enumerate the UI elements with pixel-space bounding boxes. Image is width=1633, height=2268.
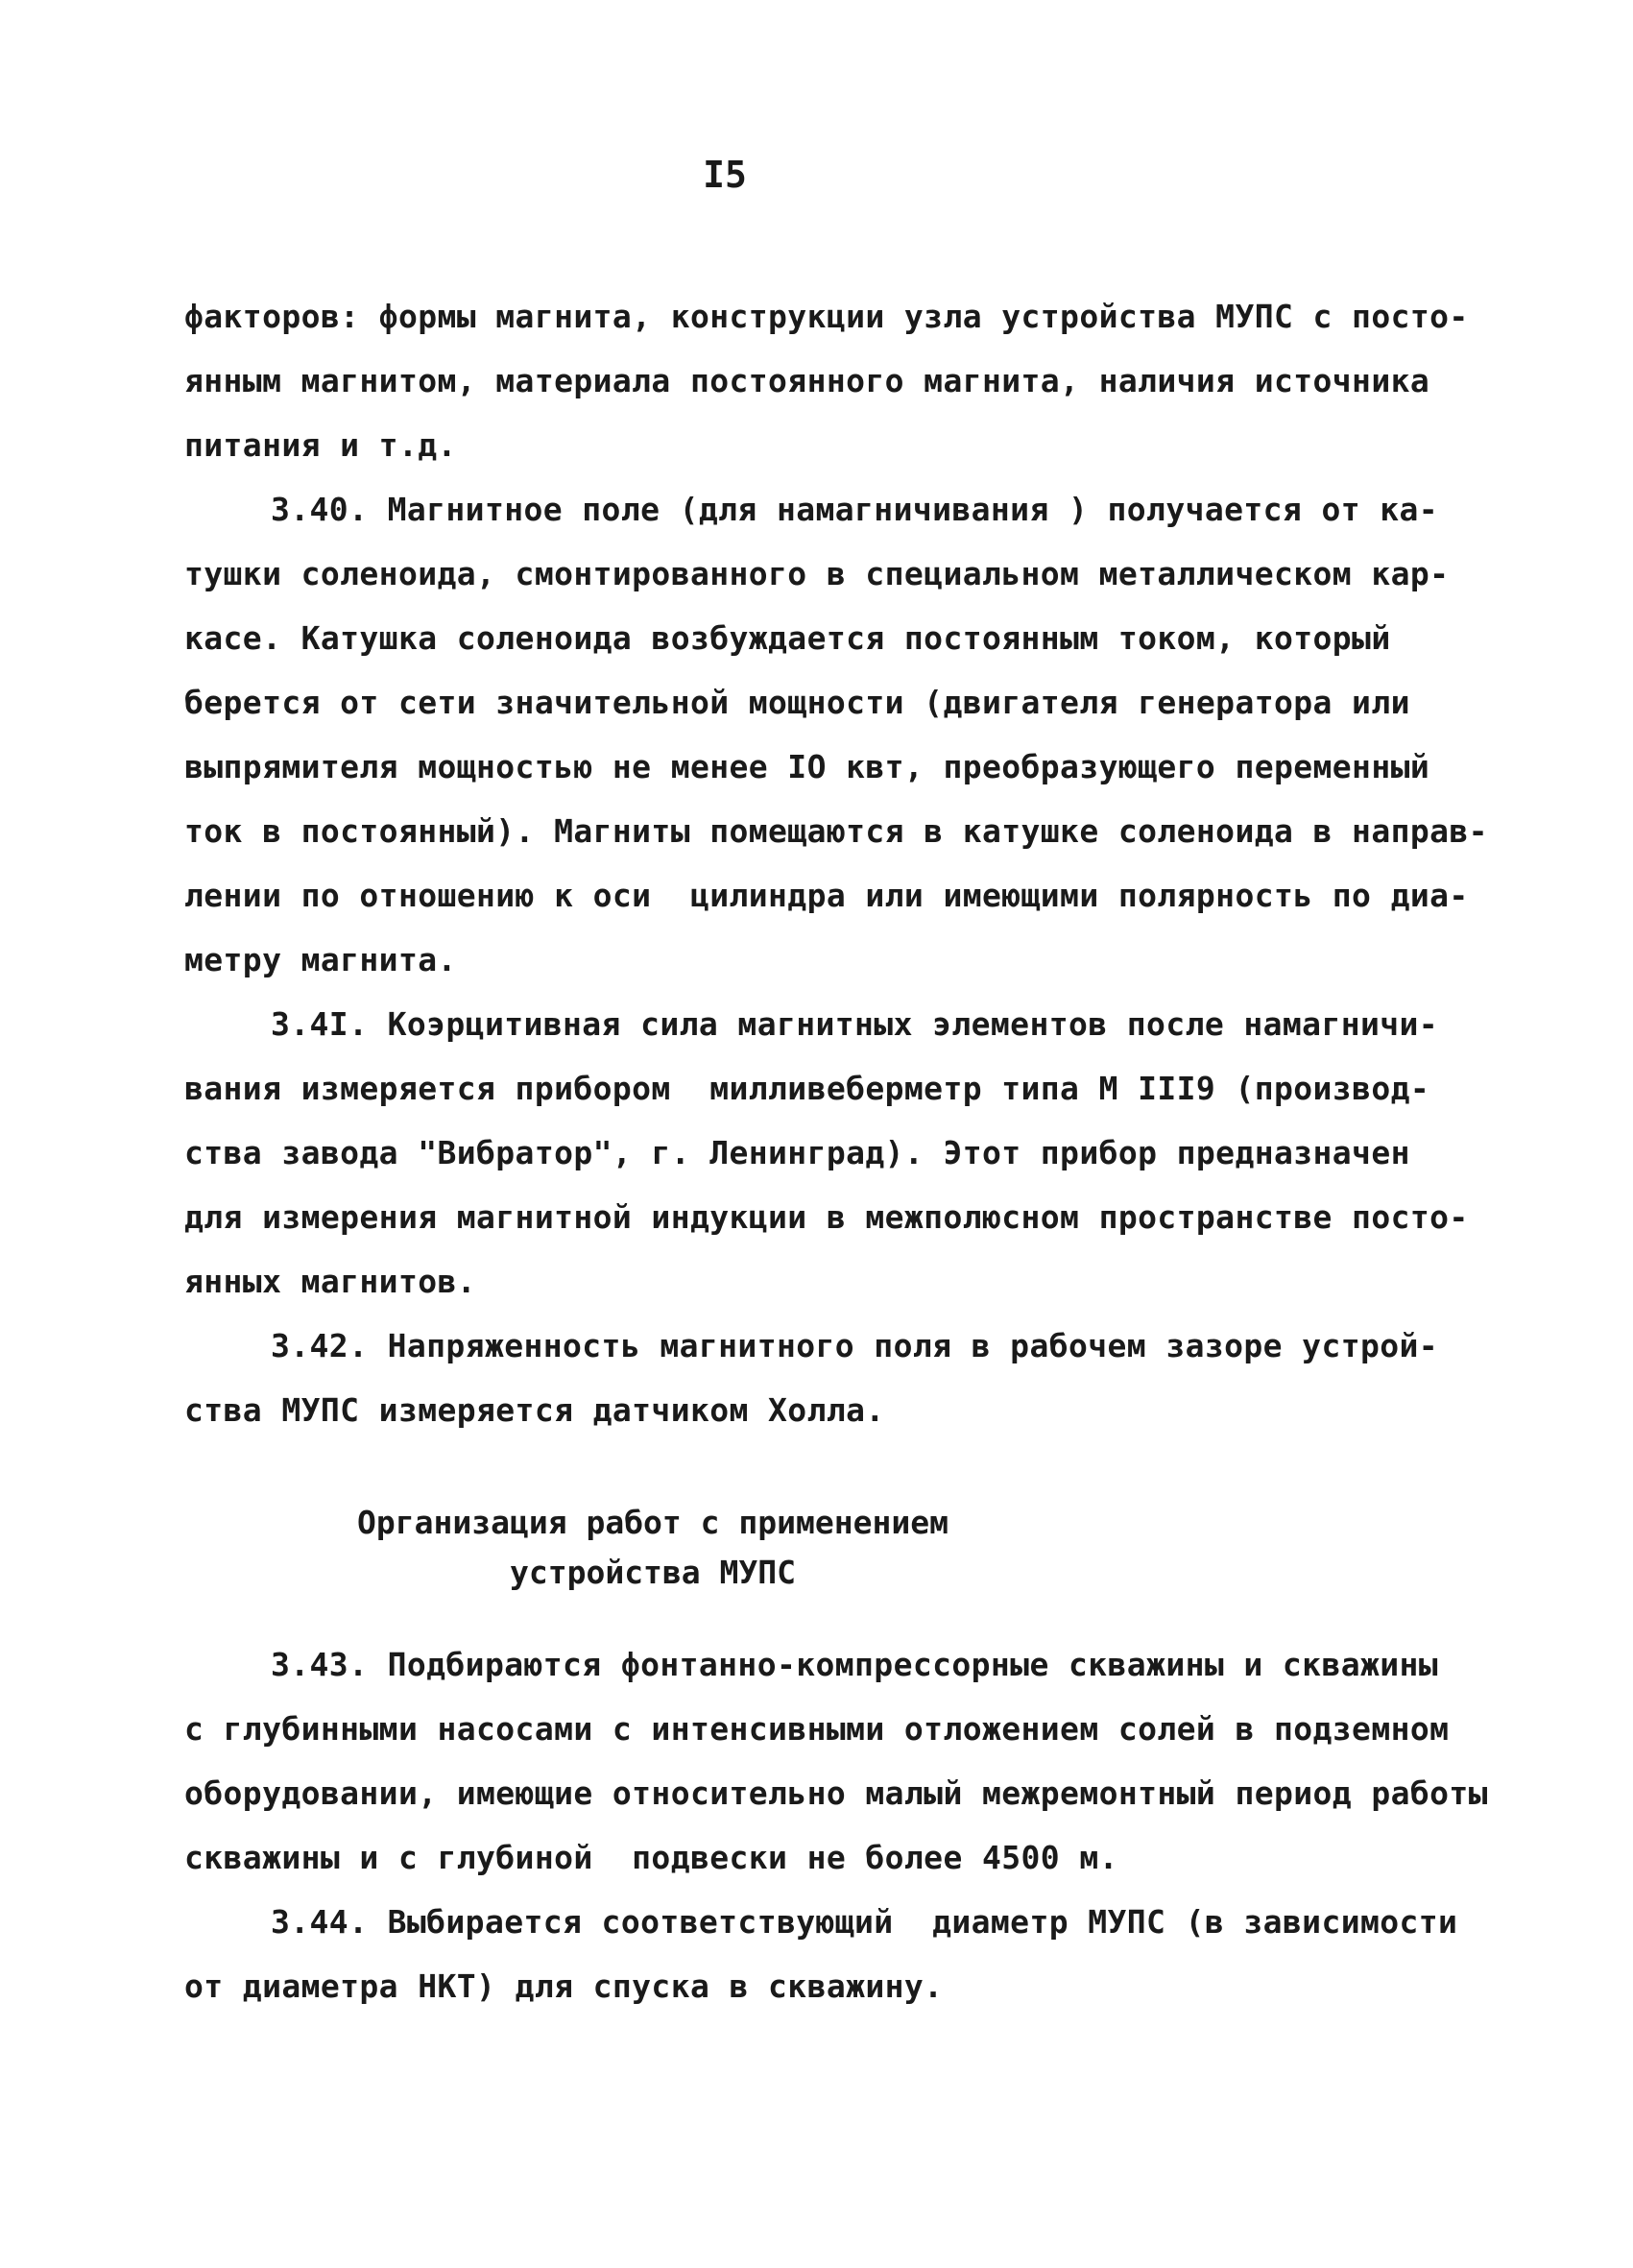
text-line: 3.4I. Коэрцитивная сила магнитных элементов после намагничи-: [271, 1005, 1439, 1043]
text-line: вания измеряется прибором милливеберметр типа М III9 (производ-: [184, 1070, 1430, 1107]
text-line: тушки соленоида, смонтированного в специальном металлическом кар-: [184, 555, 1450, 592]
text-line: для измерения магнитной индукции в межполюсном пространстве посто-: [184, 1198, 1469, 1236]
text-line: янным магнитом, материала постоянного магнита, наличия источника: [184, 362, 1430, 399]
text-line: с глубинными насосами с интенсивными отложением солей в подземном: [184, 1710, 1450, 1748]
text-line: касе. Катушка соленоида возбуждается постоянным током, который: [184, 619, 1391, 657]
text-line: скважины и с глубиной подвески не более 4500 м.: [184, 1839, 1118, 1876]
section-heading-line: устройства МУПС: [509, 1554, 796, 1591]
text-line: 3.42. Напряженность магнитного поля в рабочем зазоре устрой-: [271, 1327, 1439, 1364]
document-body-bottom: [184, 1632, 1490, 2018]
text-line: от диаметра НКТ) для спуска в скважину.: [184, 1967, 944, 2005]
page-number: I5: [703, 154, 747, 196]
paragraph-3-40: [184, 477, 1490, 992]
text-line: питания и т.д.: [184, 426, 457, 464]
paragraph-3-43: [184, 1632, 1490, 1890]
paragraph-3-44: [184, 1890, 1490, 2018]
continued-paragraph: [184, 284, 1490, 477]
text-line: оборудовании, имеющие относительно малый межремонтный период работы: [184, 1774, 1488, 1812]
text-line: факторов: формы магнита, конструкции узла устройства МУПС с посто-: [184, 298, 1469, 335]
text-line: ства МУПС измеряется датчиком Холла.: [184, 1391, 885, 1429]
text-line: 3.40. Магнитное поле (для намагничивания ) получается от ка-: [271, 491, 1439, 528]
text-line: ства завода "Вибратор", г. Ленинград). Этот прибор предназначен: [184, 1134, 1410, 1171]
paragraph-3-41: [184, 992, 1490, 1314]
text-line: янных магнитов.: [184, 1263, 477, 1300]
document-body-top: [184, 284, 1490, 1442]
paragraph-3-42: [184, 1314, 1490, 1442]
text-line: берется от сети значительной мощности (двигателя генератора или: [184, 684, 1410, 721]
section-heading-line: Организация работ с применением: [357, 1504, 949, 1541]
text-line: выпрямителя мощностью не менее IO квт, преобразующего переменный: [184, 748, 1430, 785]
section-heading: [0, 1498, 1306, 1598]
text-line: 3.44. Выбирается соответствующий диаметр МУПС (в зависимости: [271, 1903, 1458, 1941]
text-line: ток в постоянный). Магниты помещаются в катушке соленоида в направ-: [184, 812, 1488, 850]
text-line: метру магнита.: [184, 941, 457, 978]
text-line: лении по отношению к оси цилиндра или имеющими полярность по диа-: [184, 877, 1469, 914]
text-line: 3.43. Подбираются фонтанно-компрессорные скважины и скважины: [271, 1646, 1439, 1683]
